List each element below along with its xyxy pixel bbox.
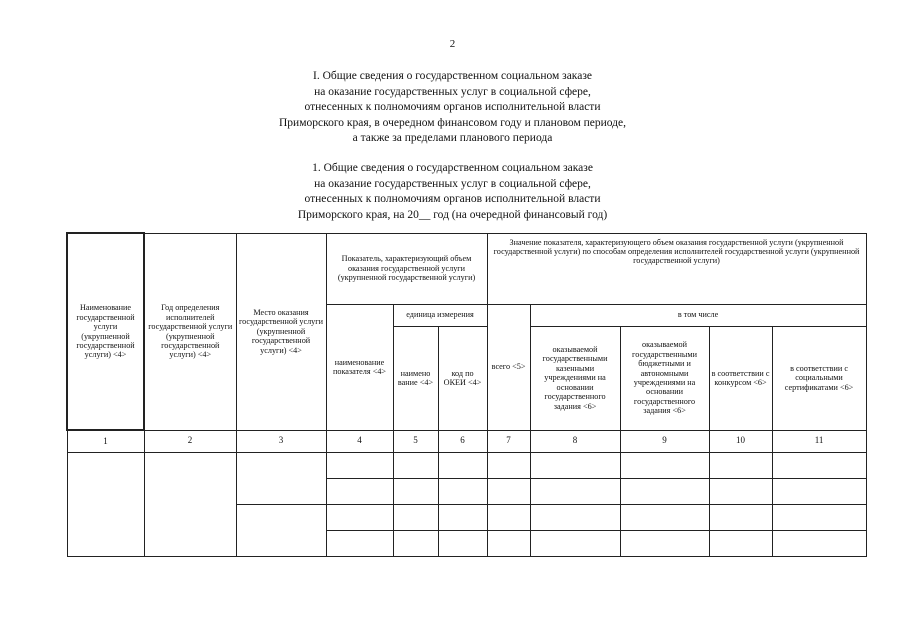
header-value-group: Значение показателя, характеризующего объем оказания государственной услуги (укрупненной государственной услуги) по способам определения исполнителей государственной услуги (укрупненной государственной услуги) bbox=[487, 233, 866, 304]
table-cell bbox=[709, 530, 772, 556]
subsection-title-line: 1. Общие сведения о государственном социальном заказе bbox=[312, 162, 593, 174]
column-number: 6 bbox=[438, 430, 487, 452]
column-number: 9 bbox=[620, 430, 709, 452]
header-indicator-name: наименование показателя <4> bbox=[326, 304, 393, 430]
table-cell bbox=[393, 504, 438, 530]
table-cell bbox=[709, 452, 772, 478]
column-number: 7 bbox=[487, 430, 530, 452]
subsection-title-line: на оказание государственных услуг в социальной сфере, bbox=[314, 177, 591, 190]
header-unit-name: наимено вание <4> bbox=[393, 326, 438, 430]
table-cell bbox=[620, 478, 709, 504]
social-order-table bbox=[66, 232, 867, 557]
section-title-line: I. Общие сведения о государственном социальном заказе bbox=[313, 70, 592, 82]
header-total: всего <5> bbox=[487, 304, 530, 430]
subsection-title-line: Приморского края, на 20__ год (на очередной финансовый год) bbox=[297, 208, 608, 221]
table-cell bbox=[393, 478, 438, 504]
header-unit-group: единица измерения bbox=[393, 304, 487, 326]
table-cell bbox=[487, 504, 530, 530]
column-number: 3 bbox=[236, 430, 326, 452]
column-number: 10 bbox=[709, 430, 772, 452]
column-number: 5 bbox=[393, 430, 438, 452]
table-cell bbox=[487, 478, 530, 504]
table-cell bbox=[438, 530, 487, 556]
table-cell bbox=[438, 504, 487, 530]
table-cell bbox=[530, 504, 620, 530]
table-cell bbox=[772, 504, 866, 530]
column-number: 1 bbox=[67, 430, 144, 452]
header-state-institutions: оказываемой государственными казенными учреждениями на основании государственного задания <6> bbox=[530, 326, 620, 430]
column-number: 4 bbox=[326, 430, 393, 452]
header-competition: в соответствии с конкурсом <6> bbox=[709, 326, 772, 430]
header-including: в том числе bbox=[530, 304, 866, 326]
table-cell bbox=[326, 530, 393, 556]
table-cell bbox=[393, 530, 438, 556]
section-title-line: Приморского края, в очередном финансовом году и плановом периоде, bbox=[278, 116, 627, 129]
header-unit-okei: код по ОКЕИ <4> bbox=[438, 326, 487, 430]
table-cell bbox=[709, 504, 772, 530]
header-certificates: в соответствии с социальными сертификатами <6> bbox=[772, 326, 866, 430]
table-cell bbox=[438, 478, 487, 504]
table-cell bbox=[530, 478, 620, 504]
subsection-title-line: отнесенных к полномочиям органов исполнительной власти bbox=[304, 193, 601, 205]
subsection-title bbox=[0, 161, 905, 223]
table-cell bbox=[236, 452, 326, 504]
header-location: Место оказания государственной услуги (укрупненной государственной услуги) <4> bbox=[236, 233, 326, 430]
column-number: 8 bbox=[530, 430, 620, 452]
table-cell bbox=[620, 452, 709, 478]
section-title bbox=[0, 69, 905, 147]
table-cell bbox=[326, 504, 393, 530]
table-cell bbox=[487, 452, 530, 478]
table-cell bbox=[326, 452, 393, 478]
header-indicator-group: Показатель, характеризующий объем оказания государственной услуги (укрупненной государственной услуги) bbox=[326, 233, 487, 304]
table-cell bbox=[236, 504, 326, 556]
table-cell bbox=[67, 452, 144, 556]
table-cell bbox=[530, 530, 620, 556]
column-number: 11 bbox=[772, 430, 866, 452]
table-cell bbox=[530, 452, 620, 478]
table-cell bbox=[144, 452, 236, 556]
table-cell bbox=[772, 452, 866, 478]
table-cell bbox=[772, 530, 866, 556]
section-title-line: а также за пределами планового периода bbox=[352, 132, 553, 144]
table-cell bbox=[620, 504, 709, 530]
table-cell bbox=[772, 478, 866, 504]
column-number: 2 bbox=[144, 430, 236, 452]
header-budget-autonomous: оказываемой государственными бюджетными и автономными учреждениями на основании государственного задания <6> bbox=[620, 326, 709, 430]
table-cell bbox=[709, 478, 772, 504]
table-cell bbox=[487, 530, 530, 556]
section-title-line: на оказание государственных услуг в социальной сфере, bbox=[314, 85, 591, 98]
table-cell bbox=[620, 530, 709, 556]
table-cell bbox=[393, 452, 438, 478]
table-cell bbox=[326, 478, 393, 504]
section-title-line: отнесенных к полномочиям органов исполнительной власти bbox=[304, 101, 601, 113]
header-service-name: Наименование государственной услуги (укрупненной государственной услуги) <4> bbox=[67, 233, 144, 430]
header-year: Год определения исполнителей государственной услуги (укрупненной государственной услуги) <4> bbox=[144, 233, 236, 430]
table-cell bbox=[438, 452, 487, 478]
page-number: 2 bbox=[449, 38, 456, 50]
